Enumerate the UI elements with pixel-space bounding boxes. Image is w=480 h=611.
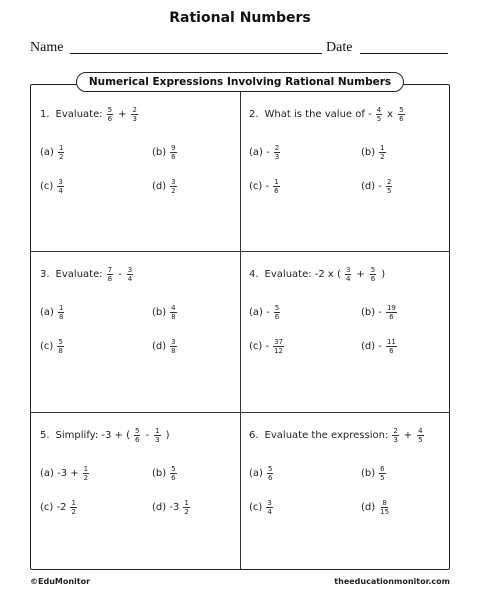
numerator: 3 — [345, 266, 351, 274]
numerator: 11 — [386, 338, 396, 346]
fraction — [170, 304, 176, 321]
denominator: 4 — [267, 508, 272, 516]
numerator: 5 — [107, 106, 113, 114]
question-6 — [249, 427, 426, 444]
numerator: 8 — [382, 499, 387, 507]
option-label: (d) - — [361, 341, 382, 352]
denominator: 2 — [184, 508, 189, 516]
denominator: 6 — [399, 115, 404, 123]
denominator: 3 — [132, 115, 137, 123]
date-line[interactable] — [360, 53, 448, 54]
numerator: 4 — [171, 304, 176, 312]
numerator: 9 — [171, 144, 176, 152]
fraction — [57, 338, 63, 355]
numerator: 1 — [58, 304, 64, 312]
fraction — [274, 144, 280, 161]
numerator: 1 — [155, 427, 160, 435]
answer-option-c[interactable] — [40, 178, 66, 195]
fraction — [398, 106, 404, 123]
fraction — [345, 266, 351, 283]
question-number: 5. — [40, 430, 50, 441]
denominator: 4 — [345, 275, 351, 283]
operator: - — [145, 430, 150, 441]
answer-option-b[interactable] — [361, 144, 388, 161]
option-label: (d) -3 — [152, 502, 180, 513]
answer-option-d[interactable] — [152, 178, 179, 195]
numerator: 5 — [370, 266, 376, 274]
answer-option-d[interactable] — [361, 499, 392, 516]
answer-option-d[interactable] — [152, 499, 192, 516]
denominator: 6 — [274, 313, 280, 321]
fraction — [58, 304, 64, 321]
question-number: 4. — [249, 269, 259, 280]
fraction — [386, 178, 392, 195]
numerator: 5 — [58, 338, 63, 346]
option-label: (d) — [152, 341, 167, 352]
operator: + — [118, 109, 127, 120]
option-label: (a) — [249, 468, 263, 479]
answer-option-a[interactable] — [40, 465, 91, 482]
numerator: 7 — [107, 266, 113, 274]
fraction — [170, 144, 176, 161]
denominator: 12 — [274, 347, 284, 355]
option-label: (c) - — [249, 341, 270, 352]
denominator: 8 — [58, 313, 64, 321]
denominator: 5 — [418, 436, 423, 444]
denominator: 2 — [380, 153, 385, 161]
denominator: 6 — [171, 153, 176, 161]
denominator: 8 — [107, 275, 113, 283]
section-heading-text: Numerical Expressions Involving Rational Numbers — [76, 72, 404, 92]
option-label: (b) — [152, 147, 167, 158]
question-2 — [249, 106, 407, 123]
option-label: (c) - — [249, 181, 270, 192]
numerator: 1 — [274, 178, 279, 186]
question-text: Evaluate: — [55, 109, 103, 120]
numerator: 2 — [393, 427, 398, 435]
denominator: 2 — [171, 187, 176, 195]
page-title: Rational Numbers — [169, 10, 311, 26]
fraction — [170, 465, 176, 482]
fraction — [266, 499, 272, 516]
numerator: 37 — [274, 338, 284, 346]
answer-option-b[interactable] — [361, 465, 388, 482]
denominator: 6 — [135, 436, 140, 444]
numerator: 1 — [83, 465, 89, 473]
option-label: (a) — [40, 307, 54, 318]
numerator: 19 — [386, 304, 396, 312]
fraction — [107, 266, 113, 283]
denominator: 6 — [370, 275, 376, 283]
fraction — [127, 266, 133, 283]
grid-divider-vertical — [240, 85, 241, 569]
denominator: 6 — [389, 313, 394, 321]
denominator: 2 — [83, 474, 89, 482]
option-label: (a) -3 + — [40, 468, 79, 479]
numerator: 2 — [132, 106, 137, 114]
option-label: (c) -2 — [40, 502, 67, 513]
numerator: 3 — [267, 499, 272, 507]
question-5 — [40, 427, 172, 444]
denominator: 5 — [386, 187, 392, 195]
denominator: 4 — [58, 187, 63, 195]
answer-option-d[interactable] — [361, 338, 399, 355]
option-label: (b) - — [361, 307, 382, 318]
numerator: 1 — [184, 499, 189, 507]
numerator: 3 — [171, 178, 176, 186]
option-label: (b) — [152, 307, 167, 318]
answer-option-b[interactable] — [152, 465, 179, 482]
question-text: Simplify: -3 + ( — [55, 430, 131, 441]
denominator: 6 — [267, 474, 273, 482]
denominator: 3 — [155, 436, 160, 444]
operator: + — [403, 430, 413, 441]
answer-option-b[interactable] — [152, 304, 179, 321]
numerator: 2 — [274, 144, 280, 152]
footer-website: theeducationmonitor.com — [334, 577, 450, 586]
answer-option-b[interactable] — [361, 304, 399, 321]
answer-option-c[interactable] — [249, 178, 282, 195]
operator: ) — [165, 430, 170, 441]
answer-option-d[interactable] — [361, 178, 394, 195]
denominator: 6 — [274, 187, 279, 195]
numerator: 5 — [274, 304, 280, 312]
answer-option-a[interactable] — [249, 465, 275, 482]
numerator: 4 — [376, 106, 382, 114]
question-number: 1. — [40, 109, 50, 120]
name-date-row — [30, 38, 450, 56]
question-text: Evaluate: -2 x ( — [264, 269, 341, 280]
answer-option-c[interactable] — [40, 499, 79, 516]
fraction — [183, 499, 189, 516]
name-label: Name — [30, 40, 64, 55]
answer-option-c[interactable] — [249, 499, 275, 516]
option-label: (b) — [361, 147, 376, 158]
option-label: (a) - — [249, 147, 270, 158]
fraction — [170, 338, 176, 355]
fraction — [376, 106, 382, 123]
section-heading — [0, 72, 480, 92]
answer-option-b[interactable] — [152, 144, 179, 161]
denominator: 6 — [171, 474, 176, 482]
grid-divider-horizontal — [31, 412, 449, 413]
fraction — [370, 266, 376, 283]
numerator: 5 — [135, 427, 140, 435]
option-label: (c) — [40, 341, 54, 352]
denominator: 5 — [376, 115, 382, 123]
answer-option-c[interactable] — [249, 338, 286, 355]
denominator: 8 — [171, 313, 176, 321]
option-label: (a) — [40, 147, 54, 158]
option-label: (a) - — [249, 307, 270, 318]
fraction — [134, 427, 140, 444]
fraction — [417, 427, 423, 444]
fraction — [386, 304, 397, 321]
denominator: 6 — [389, 347, 394, 355]
question-text: Evaluate: — [55, 269, 103, 280]
question-3 — [40, 266, 135, 283]
fraction — [392, 427, 398, 444]
denominator: 3 — [274, 153, 280, 161]
numerator: 3 — [171, 338, 176, 346]
option-label: (c) — [40, 181, 54, 192]
fraction — [154, 427, 160, 444]
answer-option-a[interactable] — [249, 144, 282, 161]
question-number: 2. — [249, 109, 259, 120]
answer-option-a[interactable] — [40, 144, 66, 161]
option-label: (d) - — [361, 181, 382, 192]
denominator: 2 — [71, 508, 76, 516]
name-line[interactable] — [70, 53, 322, 54]
question-text: What is the value of - — [264, 109, 372, 120]
numerator: 4 — [418, 427, 423, 435]
numerator: 5 — [171, 465, 176, 473]
numerator: 1 — [380, 144, 385, 152]
answer-option-d[interactable] — [152, 338, 179, 355]
fraction — [274, 304, 280, 321]
numerator: 2 — [386, 178, 392, 186]
fraction — [70, 499, 76, 516]
denominator: 6 — [107, 115, 113, 123]
fraction — [58, 144, 64, 161]
answer-option-a[interactable] — [40, 304, 66, 321]
denominator: 2 — [58, 153, 64, 161]
fraction — [273, 338, 284, 355]
numerator: 5 — [399, 106, 404, 114]
operator: - — [118, 269, 122, 280]
fraction — [267, 465, 273, 482]
numerator: 3 — [127, 266, 133, 274]
fraction — [83, 465, 89, 482]
fraction — [57, 178, 63, 195]
fraction — [170, 178, 176, 195]
option-label: (d) — [152, 181, 167, 192]
numerator: 6 — [380, 465, 385, 473]
numerator: 5 — [267, 465, 273, 473]
question-text: Evaluate the expression: — [264, 430, 389, 441]
fraction — [386, 338, 397, 355]
denominator: 8 — [58, 347, 63, 355]
numerator: 1 — [58, 144, 64, 152]
denominator: 8 — [171, 347, 176, 355]
fraction — [131, 106, 137, 123]
answer-option-c[interactable] — [40, 338, 66, 355]
option-label: (c) — [249, 502, 263, 513]
question-number: 3. — [40, 269, 50, 280]
option-label: (b) — [361, 468, 376, 479]
fraction — [379, 144, 385, 161]
operator: + — [356, 269, 365, 280]
date-label: Date — [326, 40, 353, 55]
option-label: (b) — [152, 468, 167, 479]
numerator: 3 — [58, 178, 63, 186]
fraction — [379, 499, 390, 516]
question-4 — [249, 266, 388, 283]
answer-option-a[interactable] — [249, 304, 282, 321]
footer-copyright: ©EduMonitor — [30, 577, 91, 586]
denominator: 5 — [380, 474, 385, 482]
denominator: 15 — [380, 508, 390, 516]
option-label: (d) — [361, 502, 376, 513]
denominator: 4 — [127, 275, 133, 283]
fraction — [379, 465, 385, 482]
operator: ) — [381, 269, 386, 280]
numerator: 1 — [71, 499, 76, 507]
denominator: 3 — [393, 436, 398, 444]
fraction — [273, 178, 279, 195]
grid-divider-horizontal — [31, 251, 449, 252]
fraction — [107, 106, 113, 123]
operator: x — [387, 109, 394, 120]
question-number: 6. — [249, 430, 259, 441]
question-1 — [40, 106, 140, 123]
